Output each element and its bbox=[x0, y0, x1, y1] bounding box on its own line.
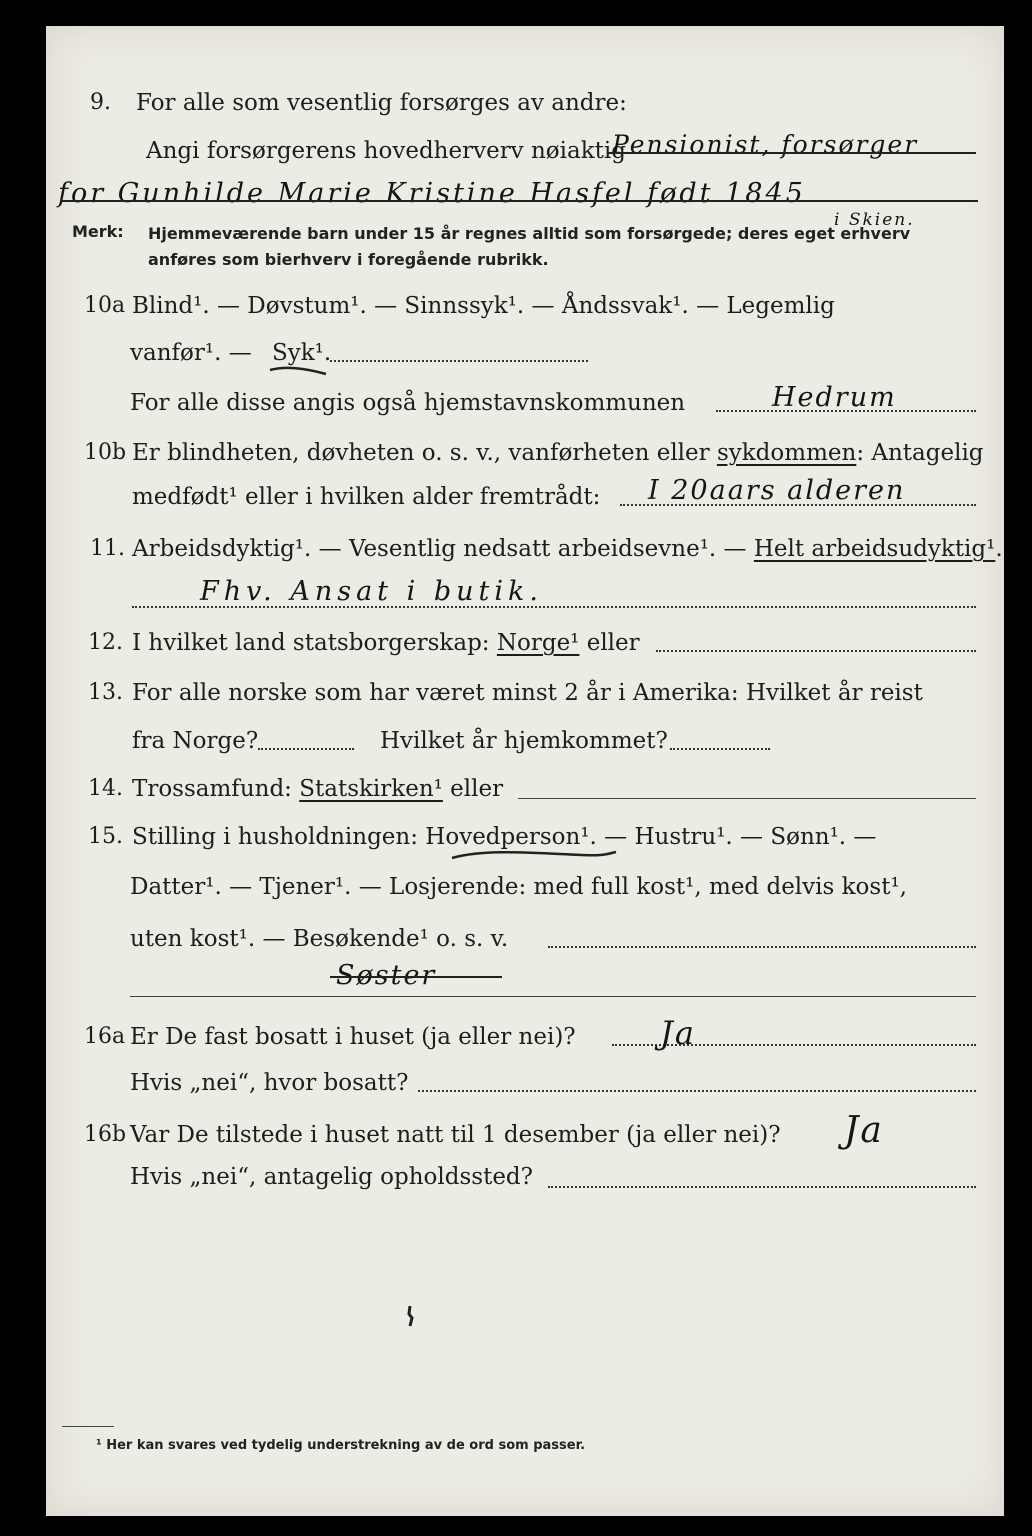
q9-question-line2: Angi forsørgerens hovedherverv nøiaktig bbox=[146, 138, 626, 164]
q16b-line2: Hvis „nei“, antagelig opholdssted? bbox=[130, 1164, 533, 1190]
q10a-line3: For alle disse angis også hjemstavnskommunen bbox=[130, 390, 686, 416]
q10a-number: 10a bbox=[84, 293, 126, 318]
q10a-syk-underline bbox=[268, 364, 328, 378]
q10a-dotted-line-1 bbox=[330, 360, 588, 362]
q13-number: 13. bbox=[88, 680, 123, 705]
q13-line1: For alle norske som har været minst 2 år i Amerika: Hvilket år reist bbox=[132, 680, 923, 706]
q16a-dotted-line-2 bbox=[418, 1090, 976, 1092]
q12-dotted-line bbox=[656, 650, 976, 652]
q15-line1: Stilling i husholdningen: Hovedperson¹. — Hustru¹. — Sønn¹. — bbox=[132, 824, 877, 850]
q10b-line1: Er blindheten, døvheten o. s. v., vanførheten eller sykdommen: Antagelig bbox=[132, 440, 984, 466]
q15-number: 15. bbox=[88, 824, 123, 849]
q10b-line2: medfødt¹ eller i hvilken alder fremtrådt: bbox=[132, 484, 601, 510]
q9-answer-line2: for Gunhilde Marie Kristine Hasfel født 1845 bbox=[58, 178, 806, 209]
q16a-number: 16a bbox=[84, 1024, 126, 1049]
q10a-option-syk: Syk¹. bbox=[272, 340, 332, 366]
q13-dotted-line-1 bbox=[258, 748, 354, 750]
q9-strikethrough-1 bbox=[608, 152, 976, 154]
q11-dotted-line bbox=[132, 606, 976, 608]
q15-line3: uten kost¹. — Besøkende¹ o. s. v. bbox=[130, 926, 509, 952]
q9-answer-line3: i Skien. bbox=[834, 210, 915, 230]
q11-number: 11. bbox=[90, 536, 125, 561]
q15-hovedperson-underline bbox=[450, 848, 620, 864]
q16b-line1: Var De tilstede i huset natt til 1 desember (ja eller nei)? bbox=[130, 1122, 781, 1148]
q15-answer-line bbox=[130, 996, 976, 997]
q14-number: 14. bbox=[88, 776, 123, 801]
footnote-rule bbox=[62, 1426, 114, 1427]
q11-line1: Arbeidsdyktig¹. — Vesentlig nedsatt arbeidsevne¹. — Helt arbeidsudyktig¹. bbox=[132, 536, 1003, 562]
q13-line2-suffix: Hvilket år hjemkommet? bbox=[380, 728, 668, 754]
q10a-answer: Hedrum bbox=[772, 382, 897, 413]
q9-strikethrough-2 bbox=[60, 200, 978, 202]
q12-line1: I hvilket land statsborgerskap: Norge¹ eller bbox=[132, 630, 640, 656]
q15-answer-strike bbox=[330, 976, 502, 978]
footnote-text: ¹ Her kan svares ved tydelig understrekning av de ord som passer. bbox=[96, 1438, 586, 1453]
q11-answer: Fhv. Ansat i butik. bbox=[200, 576, 543, 607]
q16a-line2: Hvis „nei“, hvor bosatt? bbox=[130, 1070, 409, 1096]
q16b-dotted-line bbox=[548, 1186, 976, 1188]
q13-dotted-line-2 bbox=[670, 748, 770, 750]
q9-answer-line1: Pensionist, forsørger bbox=[612, 130, 919, 159]
q10b-answer: I 20aars alderen bbox=[648, 475, 906, 506]
q15-answer: Søster bbox=[336, 960, 437, 991]
q9-question-line1: For alle som vesentlig forsørges av andre: bbox=[136, 90, 627, 116]
q13-line2-prefix: fra Norge? bbox=[132, 728, 259, 754]
q10a-line1: Blind¹. — Døvstum¹. — Sinnssyk¹. — Åndssvak¹. — Legemlig bbox=[132, 293, 835, 319]
q16a-line1: Er De fast bosatt i huset (ja eller nei)? bbox=[130, 1024, 576, 1050]
q16b-number: 16b bbox=[84, 1122, 127, 1147]
q14-answer-line bbox=[518, 798, 976, 799]
q16a-answer: Ja bbox=[660, 1014, 696, 1052]
q10a-line2-prefix: vanfør¹. — bbox=[130, 340, 252, 366]
merk-label: Merk: bbox=[72, 222, 124, 241]
ink-mark bbox=[404, 1304, 416, 1328]
q15-line2: Datter¹. — Tjener¹. — Losjerende: med full kost¹, med delvis kost¹, bbox=[130, 874, 907, 900]
q16b-answer: Ja bbox=[844, 1110, 884, 1151]
q15-dotted-line bbox=[548, 946, 976, 948]
q9-number: 9. bbox=[90, 90, 111, 115]
merk-line1: Hjemmeværende barn under 15 år regnes alltid som forsørgede; deres eget erhverv bbox=[148, 224, 911, 243]
q10b-number: 10b bbox=[84, 440, 127, 465]
merk-line2: anføres som bierhverv i foregående rubrikk. bbox=[148, 250, 549, 269]
q12-number: 12. bbox=[88, 630, 123, 655]
q14-line1: Trossamfund: Statskirken¹ eller bbox=[132, 776, 504, 802]
